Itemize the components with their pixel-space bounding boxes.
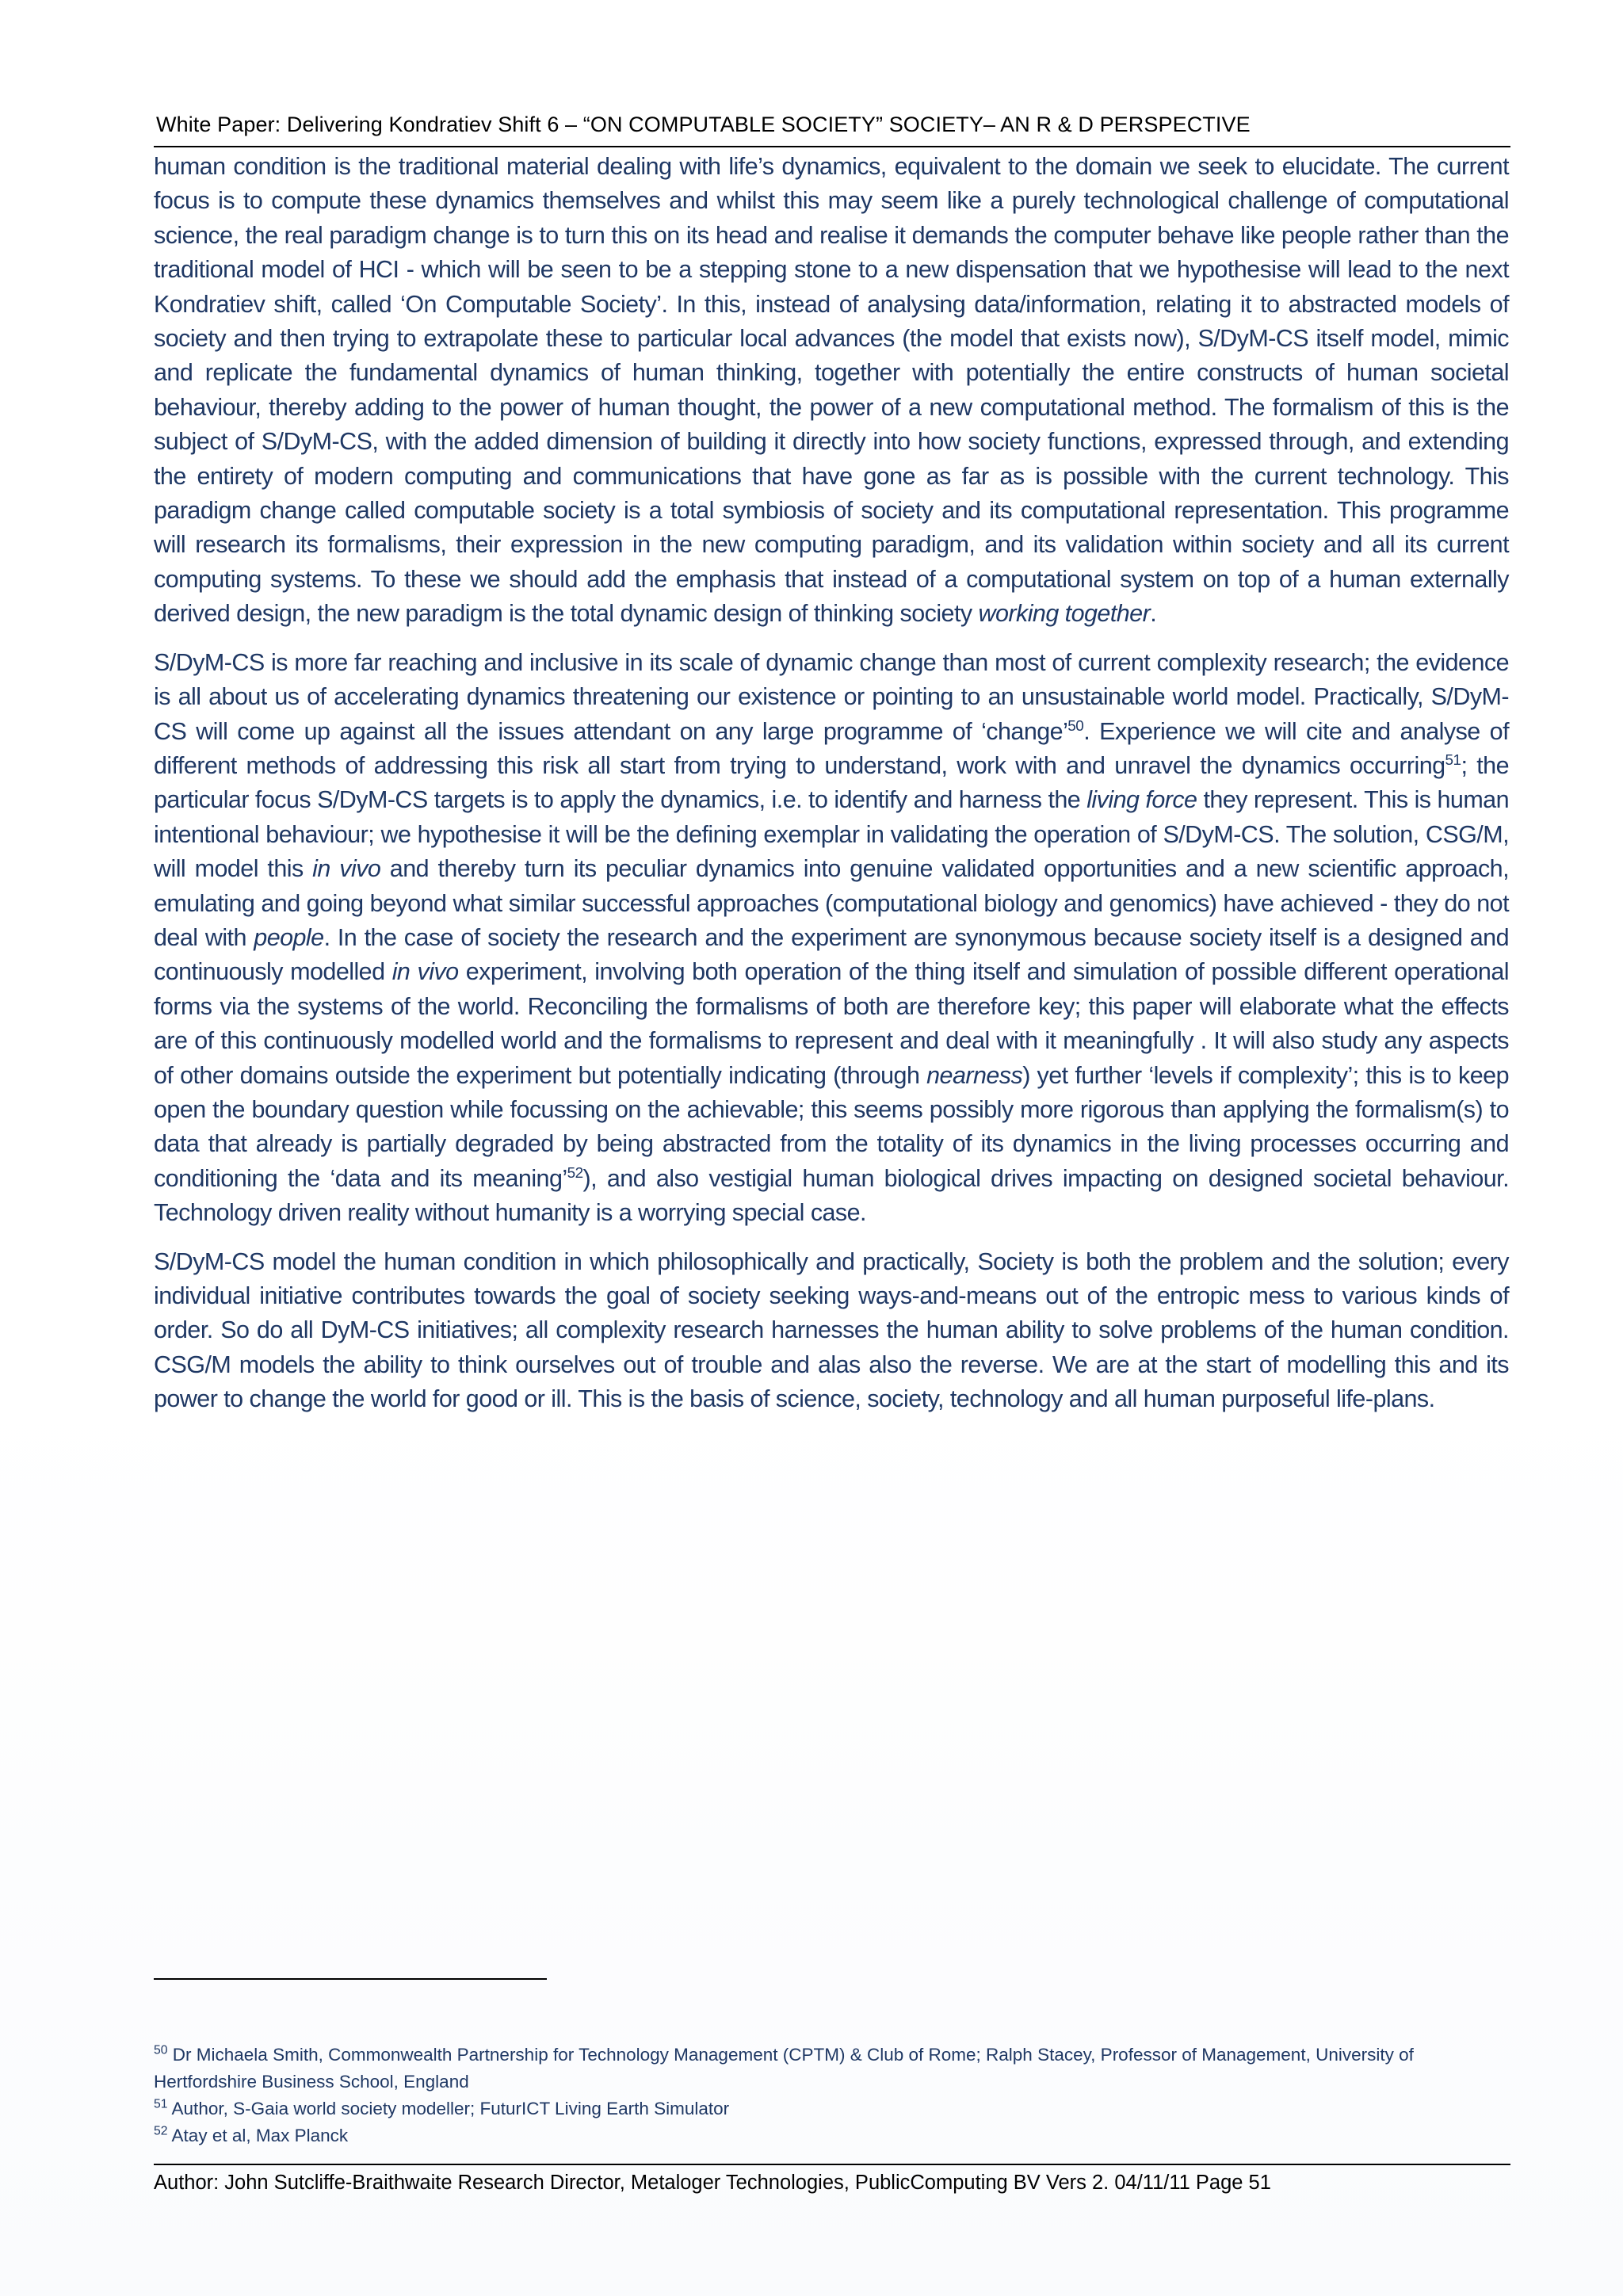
paragraph-1-text: human condition is the traditional material dealing with life’s dynamics, equivalent to the domain we seek to elucidate. The current focus is to compute these dynamics themselves and whilst this may seem like a purely technological challenge of computational science, the real paradigm change is to turn this on its head and realise it demands the computer behave like people rather than the traditional model of HCI - which will be seen to be a stepping stone to a new dispensation that we hypothesise will lead to the next Kondratiev shift, called ‘On Computable Society’. In this, instead of analysing data/information, relating it to abstracted models of society and then trying to extrapolate these to particular local advances (the model that exists now), S/DyM-CS itself model, mimic and replicate the fundamental dynamics of human thinking, together with potentially the entire constructs of human societal behaviour, thereby adding to the power of human thought, the power of a new computational method. The formalism of this is the subject of S/DyM-CS, with the added dimension of building it directly into how society functions, expressed through, and extending the entirety of modern computing and communications that have gone as far as is possible with the current technology. This paradigm change called computable society is a total symbiosis of society and its computational representation. This programme will research its formalisms, their expression in the new computing paradigm, and its validation within society and all its current computing systems. To these we should add the emphasis that instead of a computational system on top of a human externally derived design, the new paradigm is the total dynamic design of thinking society [154, 153, 1509, 628]
footnote-number: 52 [154, 2124, 168, 2138]
paragraph-2-text-d: they represent. This is human intentional behaviour; we hypothesise it will be the defining exemplar in validating the operation of S/DyM-CS. The solution, CSG/M, will model this [154, 786, 1509, 883]
paragraph-2-text-i: ), and also vestigial human biological drives impacting on designed societal behaviour. Technology driven reality without humanity is a worrying special case. [154, 1164, 1509, 1227]
footnote-text: Author, S-Gaia world society modeller; FuturICT Living Earth Simulator [167, 2099, 730, 2118]
paragraph-2-text-f: . In the case of society the research and the experiment are synonymous because society itself is a designed and continuously modelled [154, 923, 1509, 986]
footnotes [154, 2042, 1510, 2149]
emphasis-in-vivo: in vivo [312, 855, 381, 883]
footnote-ref-52[interactable]: 52 [567, 1164, 583, 1182]
paragraph-1 [154, 150, 1509, 632]
emphasis-people: people [254, 923, 324, 951]
footnote-number: 51 [154, 2097, 168, 2111]
footnote-52 [154, 2122, 1510, 2149]
paragraph-2-text-g: experiment, involving both operation of the thing itself and simulation of possible different operational forms via the systems of the world. Reconciling the formalisms of both are therefore key; this paper will elaborate what the effects are of this continuously modelled world and the formalisms to represent and deal with it meaningfully . It will also study any aspects of other domains outside the experiment but potentially indicating (through [154, 958, 1509, 1089]
footnote-ref-51[interactable]: 51 [1445, 751, 1461, 769]
footnote-51 [154, 2095, 1510, 2122]
paragraph-1-end: . [1150, 600, 1157, 628]
paragraph-2-text-a: S/DyM-CS is more far reaching and inclusive in its scale of dynamic change than most of current complexity research; the evidence is all about us of accelerating dynamics threatening our existence or pointing to an unsustainable world model. Practically, S/DyM-CS will come up against all the issues attendant on any large programme of ‘change’ [154, 648, 1509, 745]
footnote-divider [154, 1978, 547, 1980]
header-divider [154, 146, 1510, 147]
paragraph-2-text-c: ; the particular focus S/DyM-CS targets is to apply the dynamics, i.e. to identify and harness the [154, 751, 1509, 814]
emphasis-nearness: nearness [926, 1061, 1023, 1089]
footnote-ref-50[interactable]: 50 [1067, 717, 1084, 735]
emphasis-living-force: living force [1086, 786, 1197, 814]
paragraph-2-text-h: ) yet further ‘levels if complexity’; this is to keep open the boundary question while focussing on the achievable; this seems possibly more rigorous than applying the formalism(s) to data that already is partially degraded by being abstracted from the totality of its dynamics in the living processes occurring and conditioning the ‘data and its meaning’ [154, 1061, 1509, 1192]
emphasis-in-vivo-2: in vivo [391, 958, 459, 986]
emphasis-working-together: working together [978, 600, 1151, 628]
paragraph-2-text-e: and thereby turn its peculiar dynamics into genuine validated opportunities and a new scientific approach, emulating and going beyond what similar successful approaches (computational biology and genomics) have achieved - they do not deal with [154, 855, 1510, 951]
footnote-text: Dr Michaela Smith, Commonwealth Partnership for Technology Management (CPTM) & Club of Rome; Ralph Stacey, Professor of Management, University of Hertfordshire Business School, England [154, 2045, 1414, 2092]
footnote-number: 50 [154, 2043, 168, 2057]
footnote-50 [154, 2042, 1510, 2095]
paragraph-3: S/DyM-CS model the human condition in which philosophically and practically, Society is both the problem and the solution; every individual initiative contributes towards the goal of society seeking ways-and-means out of the entropic mess to various kinds of order. So do all DyM-CS initiatives; all complexity research harnesses the human ability to solve problems of the human condition. CSG/M models the ability to think ourselves out of trouble and alas also the reverse. We are at the start of modelling this and its power to change the world for good or ill. This is the basis of science, society, technology and all human purposeful life-plans. [154, 1247, 1509, 1413]
running-footer: Author: John Sutcliffe-Braithwaite Research Director, Metaloger Technologies, PublicComputing BV Vers 2. 04/11/11 Page 51 [154, 2172, 1271, 2194]
footer-divider [154, 2164, 1510, 2165]
body-text [154, 150, 1509, 1431]
running-header: White Paper: Delivering Kondratiev Shift 6 – “ON COMPUTABLE SOCIETY” SOCIETY– AN R & D PERSPECTIVE [156, 113, 1251, 136]
paragraph-2 [154, 646, 1509, 1231]
footnote-text: Atay et al, Max Planck [167, 2126, 349, 2145]
paragraph-2-text-b: . Experience we will cite and analyse of different methods of addressing this risk all start from trying to understand, work with and unravel the dynamics occurring [154, 717, 1509, 779]
